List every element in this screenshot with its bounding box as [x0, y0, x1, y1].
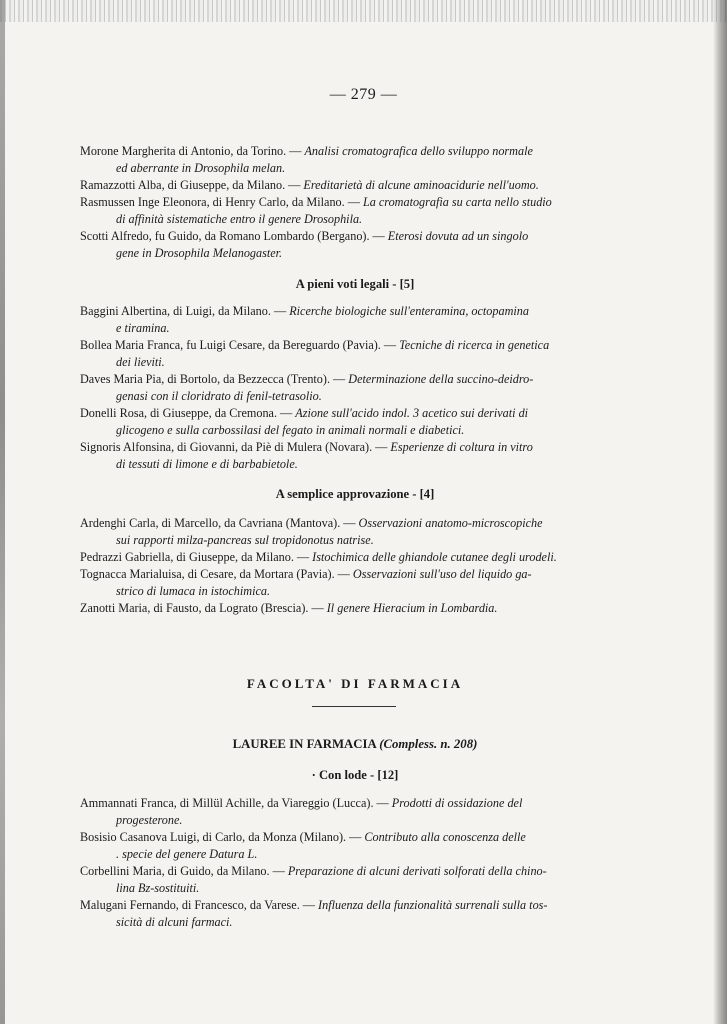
- list-item: Morone Margherita di Antonio, da Torino. — Analisi cromatografica dello sviluppo normale ed aberrante in Drosophila melan.: [80, 144, 533, 175]
- heading-con-lode: · Con lode - [12]: [311, 768, 399, 782]
- heading-pieni-voti: A pieni voti legali - [5]: [295, 277, 415, 291]
- list-item: Zanotti Maria, di Fausto, da Lograto (Brescia). — Il genere Hieracium in Lombardia.: [80, 601, 498, 615]
- scan-edge-right: [713, 0, 727, 1024]
- list-item: Rasmussen Inge Eleonora, di Henry Carlo, da Milano. — La cromatografia su carta nello studio di affinità sistematiche entro il genere Drosophila.: [80, 195, 552, 226]
- list-item: Malugani Fernando, di Francesco, da Varese. — Influenza della funzionalità surrenali sulla tos- sicità di alcuni farmaci.: [80, 898, 548, 929]
- list-item: Baggini Albertina, di Luigi, da Milano. — Ricerche biologiche sull'enteramina, octopamina e tiramina.: [80, 304, 529, 335]
- list-item: Ramazzotti Alba, di Giuseppe, da Milano. — Ereditarietà di alcune aminoacidurie nell'uomo.: [80, 178, 539, 192]
- scan-edge-left: [0, 0, 5, 1024]
- list-item: Ardenghi Carla, di Marcello, da Cavriana (Mantova). — Osservazioni anatomo-microscopiche sui rapporti milza-pancreas sul tropidonotus natrise.: [80, 516, 543, 547]
- list-item: Bosisio Casanova Luigi, di Carlo, da Monza (Milano). — Contributo alla conoscenza delle . specie del genere Datura L.: [80, 830, 526, 861]
- list-item: Ammannati Franca, di Millül Achille, da Viareggio (Lucca). — Prodotti di ossidazione del progesterone.: [80, 796, 523, 827]
- scan-edge-top: [0, 0, 727, 22]
- list-item: Signoris Alfonsina, di Giovanni, da Piè di Mulera (Novara). — Esperienze di coltura in vitro di tessuti di limone e di barbabietole.: [80, 440, 533, 471]
- list-item: Scotti Alfredo, fu Guido, da Romano Lombardo (Bergano). — Eterosi dovuta ad un singolo gene in Drosophila Melanogaster.: [80, 229, 529, 260]
- section-continuation: [80, 143, 630, 262]
- list-item: Bollea Maria Franca, fu Luigi Cesare, da Bereguardo (Pavia). — Tecniche di ricerca in genetica dei lieviti.: [80, 338, 550, 369]
- page-number: — 279 —: [329, 86, 398, 103]
- section-pieni-voti: [80, 303, 630, 473]
- list-item: Tognacca Marialuisa, di Cesare, da Mortara (Pavia). — Osservazioni sull'uso del liquido ga- strico di lumaca in istochimica.: [80, 567, 532, 598]
- heading-semplice-approvazione: A semplice approvazione - [4]: [275, 487, 435, 501]
- list-item: Daves Maria Pia, di Bortolo, da Bezzecca (Trento). — Determinazione della succino-deidro- genasi con il cloridrato di fenil-tetrasolio.: [80, 372, 534, 403]
- divider: [312, 706, 396, 707]
- section-con-lode: [80, 795, 630, 931]
- faculty-title: FACOLTA' DI FARMACIA: [246, 676, 464, 691]
- list-item: Donelli Rosa, di Giuseppe, da Cremona. — Azione sull'acido indol. 3 acetico sui derivati di glicogeno e sulla carbossilasi del fegato in animali normali e diabetici.: [80, 406, 529, 437]
- lauree-title: LAUREE IN FARMACIA (Compless. n. 208): [232, 737, 478, 751]
- list-item: Corbellini Maria, di Guido, da Milano. — Preparazione di alcuni derivati solforati della chino- lina Bz-sostituiti.: [80, 864, 547, 895]
- list-item: Pedrazzi Gabriella, di Giuseppe, da Milano. — Istochimica delle ghiandole cutanee degli urodeli.: [80, 550, 557, 564]
- section-semplice-approvazione: [80, 515, 630, 617]
